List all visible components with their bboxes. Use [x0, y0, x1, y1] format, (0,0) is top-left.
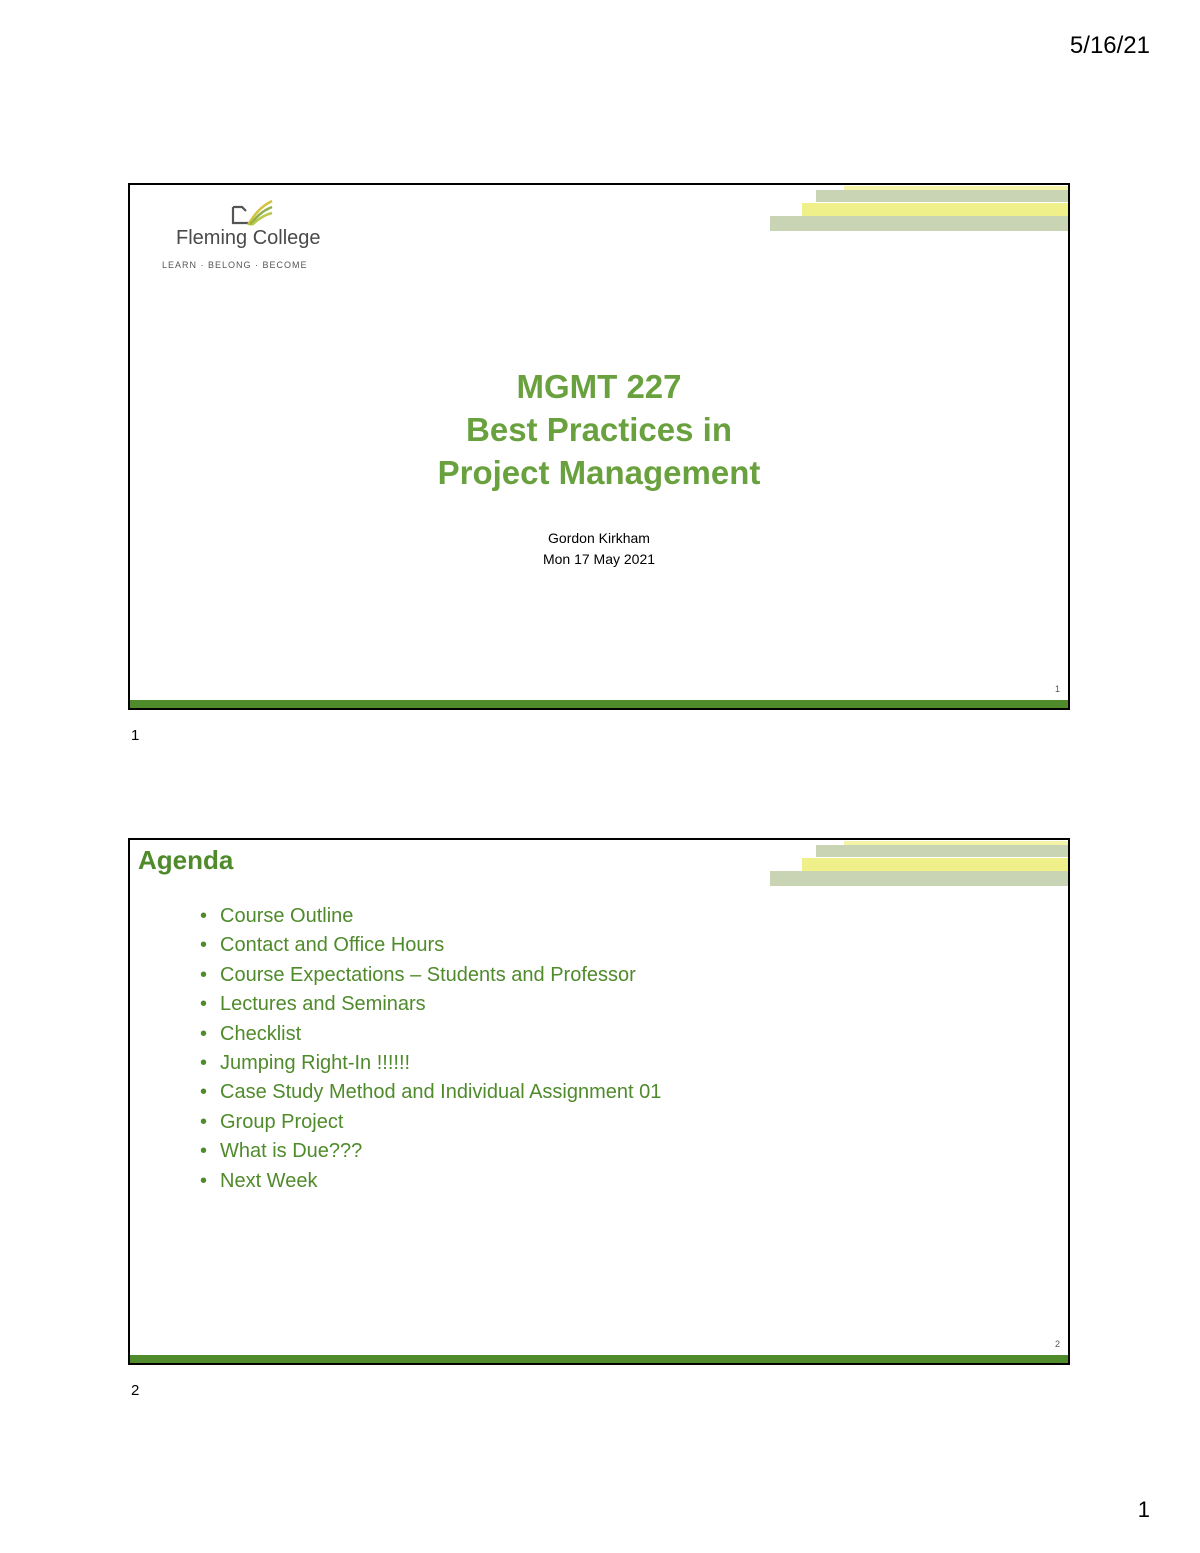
slide-number: 1	[1054, 684, 1060, 694]
page-date: 5/16/21	[1069, 32, 1150, 59]
course-title-line-1: Best Practices in	[466, 411, 732, 448]
decor-bar	[802, 858, 1070, 871]
agenda-item: • Case Study Method and Individual Assignment 01	[200, 1078, 661, 1107]
slide-number: 2	[1054, 1339, 1060, 1349]
logo-tagline: LEARN · BELONG · BECOME	[162, 260, 308, 270]
decor-bar	[802, 203, 1070, 216]
agenda-item: • What is Due???	[200, 1137, 661, 1166]
agenda-item: • Course Outline	[200, 902, 661, 931]
decor-bar	[816, 190, 1070, 202]
agenda-item: • Lectures and Seminars	[200, 990, 661, 1019]
agenda-list	[200, 902, 661, 1196]
agenda-item: • Contact and Office Hours	[200, 931, 661, 960]
title-block	[130, 365, 1068, 570]
presentation-date: Mon 17 May 2021	[542, 551, 656, 567]
decor-bar	[770, 871, 1070, 886]
decor-bar	[770, 216, 1070, 231]
presenter-name: Gordon Kirkham	[548, 530, 650, 546]
slide-label: 1	[131, 727, 140, 744]
footer-bar	[130, 1355, 1068, 1363]
agenda-item: • Jumping Right-In !!!!!!	[200, 1049, 661, 1078]
agenda-title: Agenda	[138, 845, 234, 875]
agenda-item: • Checklist	[200, 1020, 661, 1049]
decor-bar	[816, 845, 1070, 857]
agenda-item: • Group Project	[200, 1108, 661, 1137]
course-title-line-2: Project Management	[437, 454, 761, 491]
slide-label: 2	[131, 1382, 140, 1399]
book-leaf-icon	[230, 197, 276, 231]
logo-name: Fleming College	[176, 227, 321, 249]
fleming-college-logo	[162, 197, 342, 270]
slide-1	[128, 183, 1070, 710]
agenda-item: • Next Week	[200, 1167, 661, 1196]
page-number: 1	[1137, 1497, 1150, 1522]
footer-bar	[130, 700, 1068, 708]
course-code: MGMT 227	[516, 368, 682, 405]
agenda-item: • Course Expectations – Students and Professor	[200, 961, 661, 990]
slide-2	[128, 838, 1070, 1365]
